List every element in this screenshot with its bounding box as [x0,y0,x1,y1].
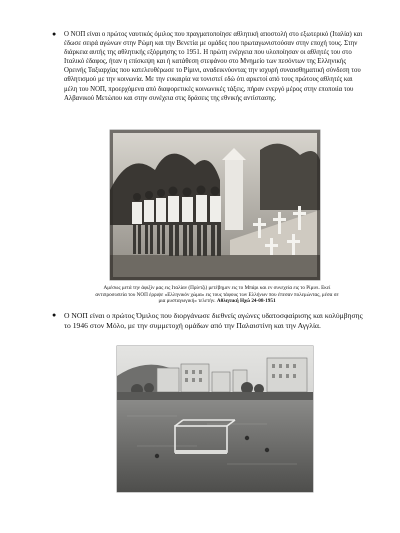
paragraph-text: Ο ΝΟΠ είναι ο πρώτος Όμιλος που διοργάνωσε διεθνείς αγώνες υδατοσφαίρισης και κολύμβησης το 1946 στον Μόλο, με την συμμετοχή ομάδων από την Παλαιστίνη και την Αγγλία. [64,311,363,331]
paragraph-rimini-mission [52,30,364,103]
paragraph-text: Ο ΝΟΠ είναι ο πρώτος ναυτικός όμιλος που πραγματοποίησε αθλητική αποστολή στο εξωτερικό (Ιταλία) και έδωσε σειρά αγώνων στην Ρώμη και την Βενετία με ομάδες που πρωταγωνιστούσαν στην εποχή τους. Στην διάρκεια αυτής της αθλητικής εξόρμησης το 1951. Η πρώτη ενέργεια που υλοποίησαν οι αθλητές του στο Ιταλικό έδαφος, ήταν η επίσκεψη και ή κατάθεση στεφάνου στο Μνημείο των πεσόντων της Ελληνικής Ορεινής Ταξιαρχίας που κατελευθέρωσε το Ρίμινι, αναδεικνύοντας την ισχυρή συναισθηματική σύνδεση του αθλητισμού με την κοινωνία. Με την ευκαιρία να τονιστεί εδώ ότι αρκετοί από τους πρώτους αθλητές και μέλη του ΝΟΠ, προερχόμενα από διαφορετικές κοινωνικές τάξεις, πήραν ενεργό μέρος στην εποποιία του Αλβανικού Μετώπου και στην συνέχεια στις δράσεις της εθνικής αντίστασης. [64,31,363,102]
paragraph-1946-games [52,311,364,331]
caption-source: Αθλητική Ηχώ 24-08-1951 [216,298,276,305]
photo-waterpolo-harbor [117,346,313,492]
photo-caption [92,285,342,305]
photo-athletes-at-memorial [110,130,320,280]
memorial-photo-illustration [110,130,320,280]
caption-text: Αμέσως μετά την άφιξίν μας εις Ιταλίαν (Πρίντζι) μετέβημεν εις το Μπάρι και εν συνεχεία εις το Ρίμινι. Εκεί αντιπροσωπεία του ΝΟΠ έρριψε «Ελληνικόν χώμα» εις τους τάφους των Ελλήνων που έπεσαν πολεμώντας, μέσα σε μια μυσταγωγική» τελετήν. [95,285,339,305]
harbor-photo-illustration [117,346,313,492]
bullet-icon: ● [52,311,57,319]
bullet-icon: ● [52,30,57,38]
